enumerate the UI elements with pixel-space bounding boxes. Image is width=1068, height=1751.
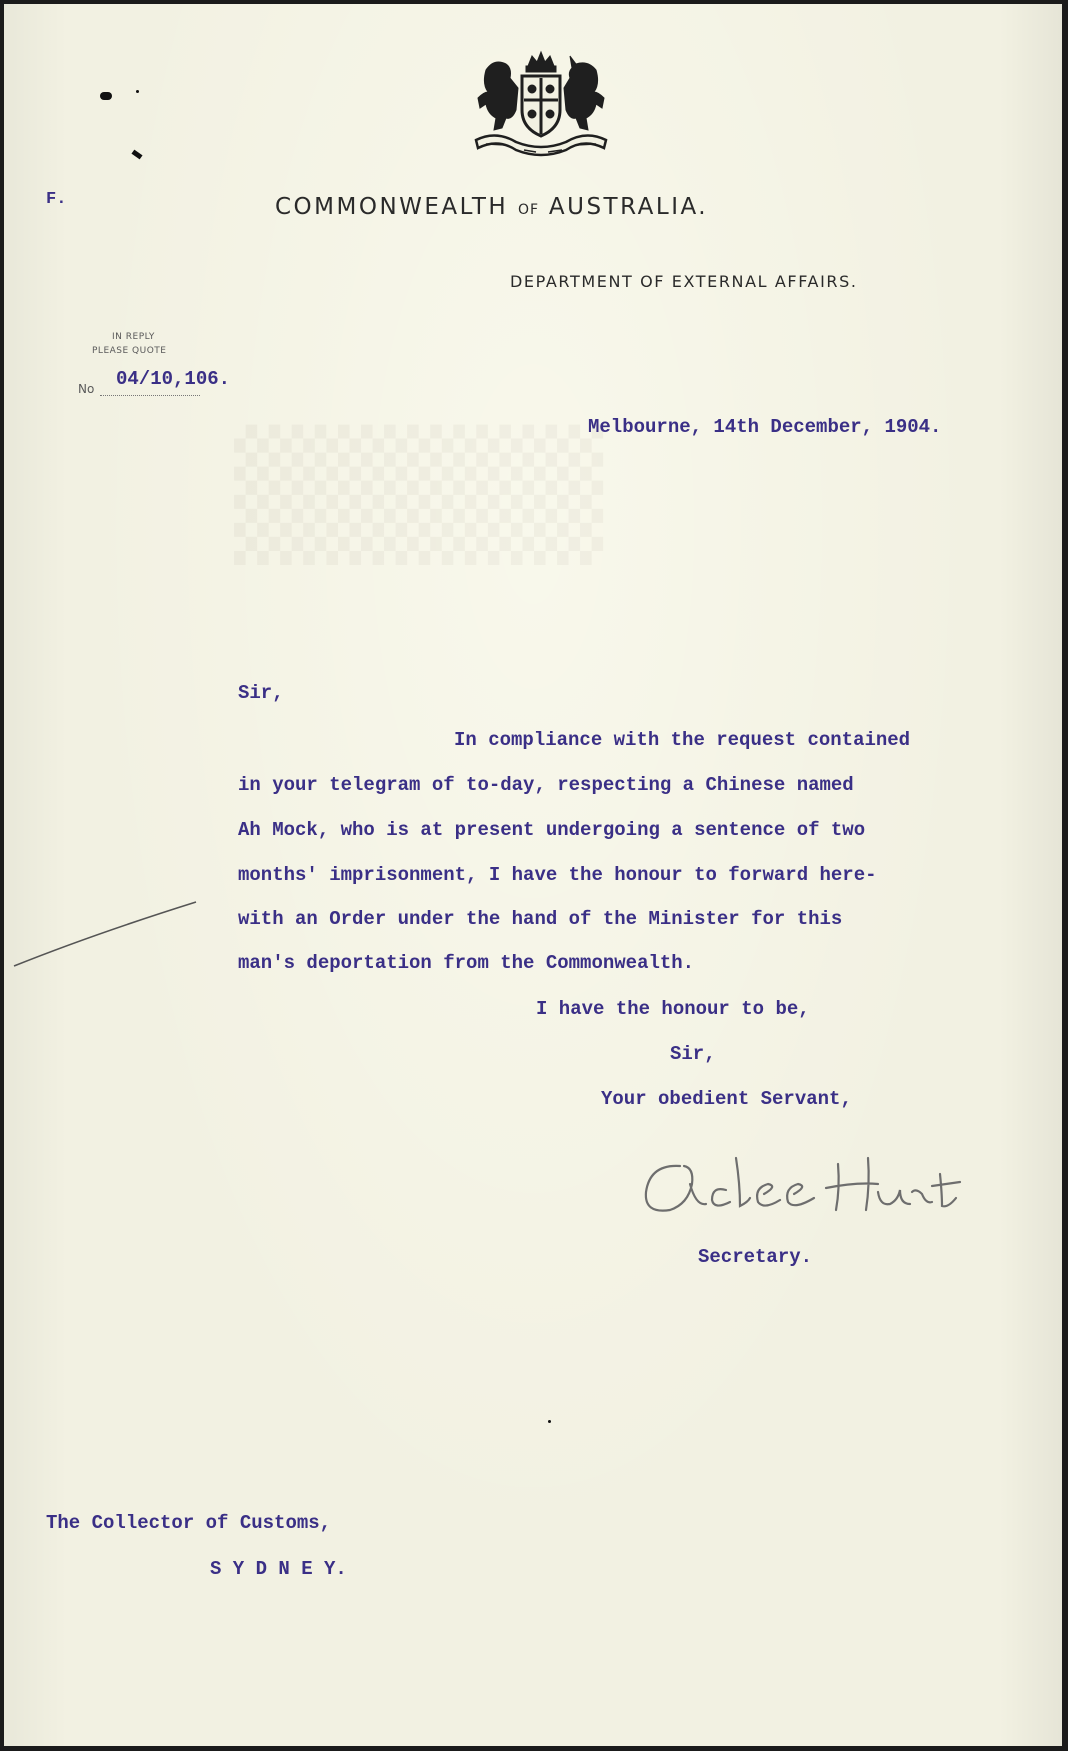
pencil-stroke [4, 4, 224, 984]
handwritten-signature [640, 1144, 970, 1226]
number-label: No [78, 382, 95, 396]
letterhead-title [275, 194, 708, 220]
letterhead-title-australia: AUSTRALIA. [548, 194, 709, 220]
letter-page [4, 4, 1062, 1746]
file-mark: F. [46, 190, 67, 209]
quote-label: PLEASE QUOTE [92, 346, 167, 356]
salutation: Sir, [238, 682, 284, 704]
closing-servant: Your obedient Servant, [601, 1088, 852, 1110]
body-line: with an Order under the hand of the Minister for this [238, 908, 843, 930]
addressee-line: The Collector of Customs, [46, 1512, 332, 1534]
department-heading: DEPARTMENT OF EXTERNAL AFFAIRS. [510, 272, 858, 291]
addressee-city: S Y D N E Y. [210, 1558, 347, 1580]
reference-number: 04/10,106. [116, 368, 231, 390]
reply-label: IN REPLY [112, 332, 155, 342]
body-line: Ah Mock, who is at present undergoing a sentence of two [238, 819, 866, 841]
coat-of-arms-emblem [466, 48, 616, 160]
ink-blot [548, 1420, 551, 1423]
body-line: In compliance with the request contained [454, 729, 911, 751]
body-line: in your telegram of to-day, respecting a Chinese named [238, 774, 854, 796]
letterhead-title-of: OF [517, 202, 540, 218]
body-line: months' imprisonment, I have the honour to forward here- [238, 864, 877, 886]
letterhead-title-commonwealth: COMMONWEALTH [275, 194, 509, 220]
body-line: man's deportation from the Commonwealth. [238, 952, 695, 974]
closing-sir: Sir, [670, 1043, 716, 1065]
closing-line: I have the honour to be, [536, 998, 810, 1020]
bleed-through-mark: ▒▒▒▒ [234, 424, 604, 565]
signatory-title: Secretary. [698, 1246, 813, 1268]
date-line: Melbourne, 14th December, 1904. [588, 416, 942, 438]
